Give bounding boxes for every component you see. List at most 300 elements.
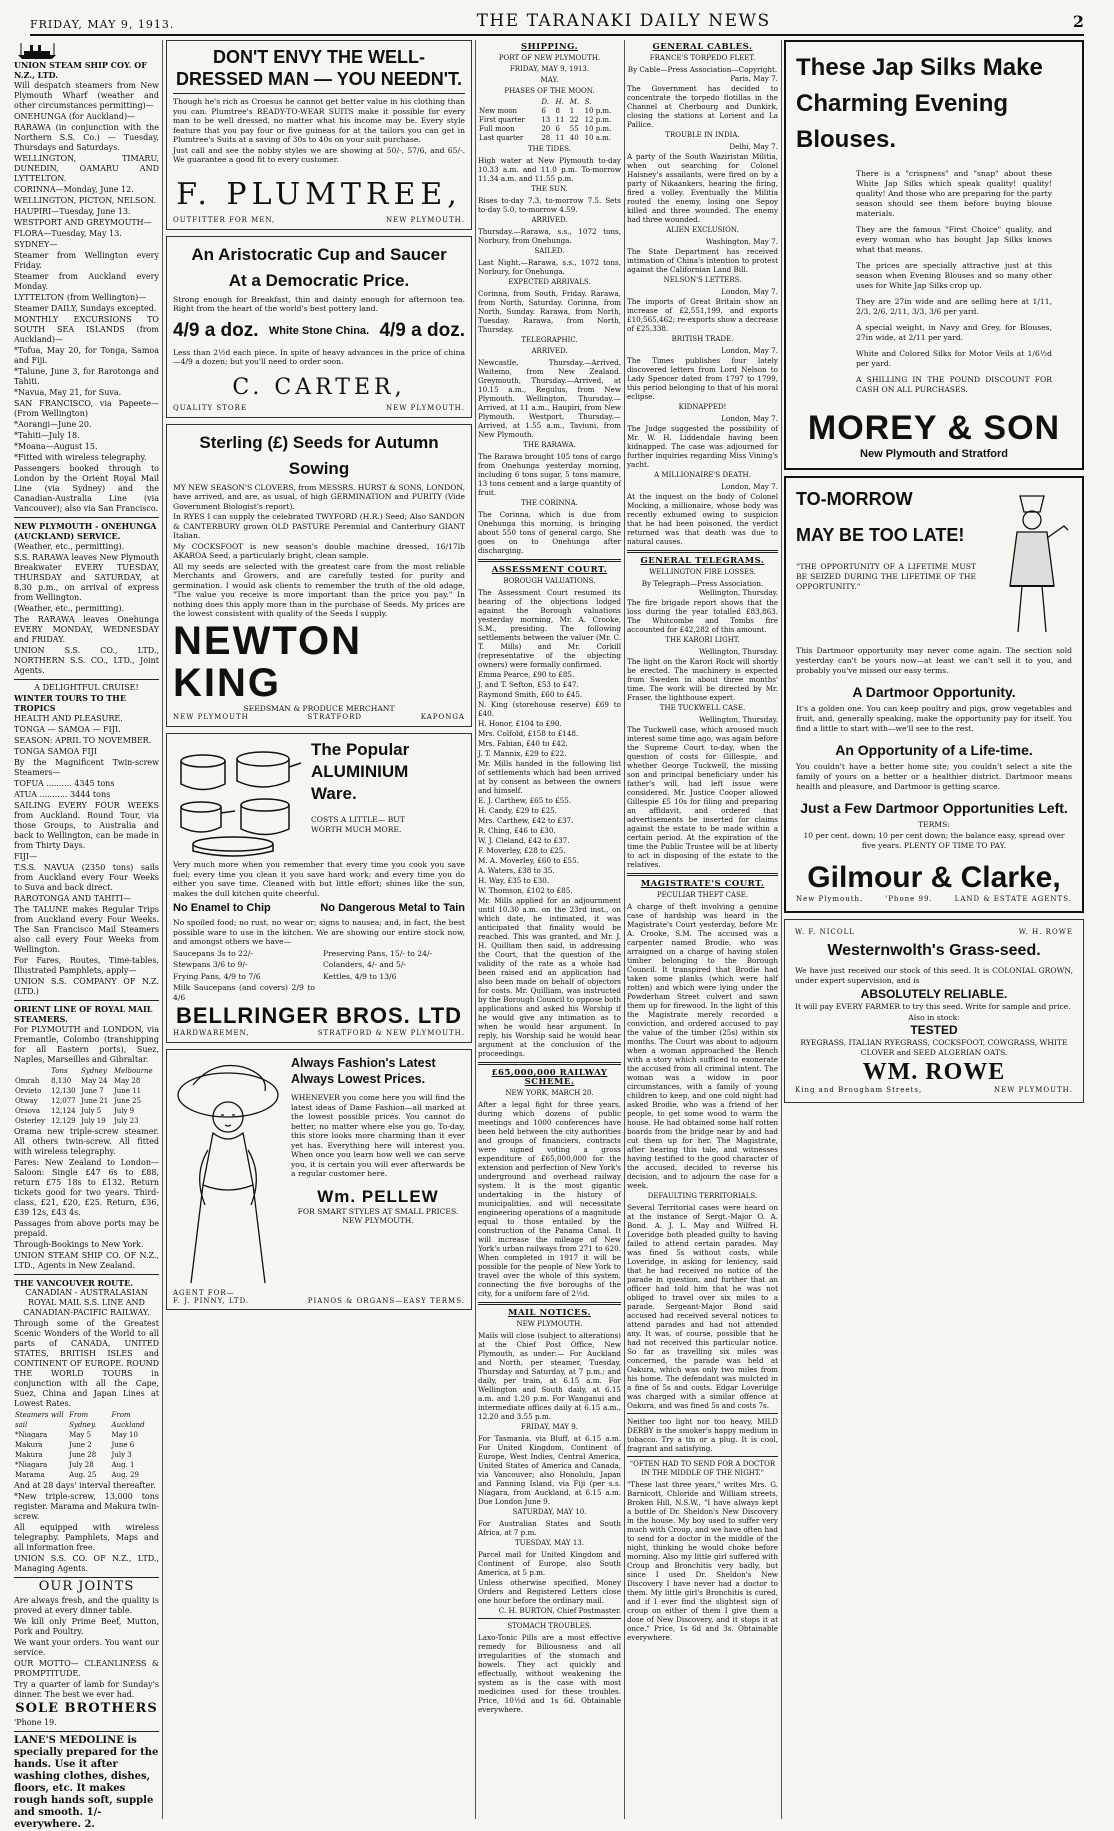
tomorrow-body: This Dartmoor opportunity may never come again. The section sold yesterday can't be yours now—at least we can't sell it to you, and probably you've missed our easy terms. (796, 646, 1072, 675)
stomach-body: Laxo-Tonic Pills are a most effective remedy for Biliousness and all irregularities of the stomach and bowels. They act quickly and effectually, without weakening the system as is the case with most medicines used for these troubles. Price, 10½d and 1s 6d. Obtainable everywhere. (478, 1633, 621, 1714)
column-rule (162, 40, 163, 1819)
joints-title: OUR JOINTS (38, 1579, 135, 1594)
schedule-line: Orama new triple-screw steamer. All others twin-screw. All fitted with wireless telegraphy. (14, 1127, 159, 1156)
column-rule (624, 40, 625, 1819)
vancouver-text: Through some of the Greatest Scenic Wonders of the World to all parts of CANADA, UNITED STATES, BRITISH ISLES and CONTINENT OF EUROPE. ROUND THE WORLD TOURS in conjunction with all the Cape, Suez, China and Japan Lines at Lowest Rates. (14, 1319, 159, 1408)
union-schedule (14, 81, 159, 514)
ad-line: We kill only Prime Beef, Mutton, Pork and Poultry. (14, 1617, 159, 1636)
railway-heading: £65,000,000 RAILWAY SCHEME. (491, 1068, 608, 1087)
rowe-top-left: W. F. NICOLL (795, 928, 855, 936)
mail-tuesday-body: Parcel mail for United Kingdom and Continent of Europe, also South America, at 5 p.m. (478, 1550, 621, 1577)
schedule-line: ATUA ........... 3444 tons (14, 790, 111, 799)
nelson-heading: NELSON'S LETTERS. (663, 276, 742, 284)
sun-heading: THE SUN. (531, 185, 568, 193)
schedule-line: RARAWA (in conjunction with the Northern S.S. Co.) — Tuesday, Thursdays and Saturdays. (14, 123, 159, 152)
jap-body-5: A special weight, in Navy and Grey, for Blouses, 27in wide, at 2/11 per yard. (856, 323, 1052, 342)
column-display-ads (166, 40, 472, 1819)
table-row: *Niagara May 5 May 10 (15, 1431, 138, 1439)
cruise-heading: WINTER TOURS TO THE TROPICS (14, 693, 126, 713)
kidnap-heading: KIDNAPPED! (678, 403, 727, 411)
opportunity-2: An Opportunity of a Life-time. (835, 742, 1033, 758)
mail-heading: MAIL NOTICES. (508, 1308, 591, 1318)
jap-body-6: White and Colored Silks for Motor Veils at 1/6½d per yard. (856, 349, 1052, 368)
tides-text: High water at New Plymouth to-day 10.33 a.m. and 11.0 p.m. To-morrow 11.34 a.m. and 11.55 p.m. (478, 156, 621, 183)
mail-sign: C. H. BURTON, Chief Postmaster. (498, 1606, 621, 1615)
schedule-line: TONGA SAMOA FIJI (14, 747, 98, 756)
france-heading: FRANCE'S TORPEDO FLEET. (649, 54, 756, 62)
nelson-body: The imports of Great Britain show an increase of £2,551,199, and exports £10,565,462; re-exports show a decrease of £25,338. (627, 297, 778, 333)
alum-head-2: ALUMINIUM (311, 762, 409, 781)
sole-brothers: SOLE BROTHERS (15, 1701, 158, 1716)
expected-heading: EXPECTED ARRIVALS. (508, 278, 591, 286)
seeds-body-1: MY NEW SEASON'S CLOVERS, from MESSRS. HURST & SONS, LONDON, have arrived, and are, as usual, of high GERMINATION and PURITY (Vide Government Biologist's report). (173, 482, 465, 511)
schedule-line: LYTTELTON (from Wellington)— (14, 293, 147, 302)
table-header: D. H. M. S. (541, 98, 592, 106)
pellew-head-1: Always Fashion's Latest (291, 1056, 436, 1070)
general-cables-heading: GENERAL CABLES. (652, 42, 753, 52)
corinna-text: The Corinna, which is due from Onehunga this morning, is bringing about 550 tons of general cargo. She goes on to Onehunga after discharging. (478, 510, 621, 555)
expected-text: Corinna, from South, Friday. Rarawa, from North, Saturday. Corinna, from North, Sunday. Rarawa, from North, Tuesday. Rarawa, from North, Thursday. (478, 289, 621, 334)
schedule-line: SAILING EVERY FOUR WEEKS from Auckland. Round Tour, via those Groups, to Australia and back to Wellington, can be made in from Thirty Days. (14, 801, 159, 850)
pellew-head-2: Always Lowest Prices. (291, 1072, 426, 1086)
bellringer-trade: HARDWAREMEN, (173, 1029, 250, 1037)
cup-body-2: Less than 2½d each piece. In spite of heavy advances in the price of china—4/9 a dozen; but you'll need to order soon. (173, 347, 465, 366)
steamship-icon (16, 42, 60, 60)
schedule-line: Through-Bookings to New York. (14, 1240, 144, 1249)
schedule-line: *New triple-screw, 13,000 tons register. Marama and Makura twin-screw. (14, 1492, 159, 1521)
vancouver-subtitle: CANADIAN - AUSTRALASIAN ROYAL MAIL S.S. LINE AND CANADIAN-PACIFIC RAILWAY. (23, 1288, 150, 1317)
stomach-heading: STOMACH TROUBLES. (507, 1622, 592, 1630)
india-dateline: Delhi, May 7. (729, 142, 778, 151)
seeds-body-3: My COCKSFOOT is new season's double machine dressed, 16/17lb AKAROA Seed, a particularly bright, clean sample. (173, 541, 465, 560)
schedule-line: MONTHLY EXCURSIONS TO SOUTH SEA ISLANDS (from Auckland)— (14, 315, 159, 344)
table-row: *Niagara July 28 Aug. 1 (15, 1461, 135, 1469)
mail-place: NEW PLYMOUTH. (516, 1320, 583, 1328)
schedule-line: *Navua, May 21, for Suva. (14, 388, 122, 397)
schedule-line: Passengers booked through to London by the Orient Royal Mail Line (via Sydney) and the Canadian-Australia Line (via Vancouver); also via San Francisco. (14, 464, 159, 513)
schedule-line: T.S.S. NAVUA (2350 tons) sails from Auckland every Four Weeks to Suva and back direct. (14, 863, 159, 892)
column-cables (627, 40, 778, 1819)
grass-reliable: ABSOLUTELY RELIABLE. (860, 987, 1008, 1001)
tomorrow-head-1: TO-MORROW (796, 489, 913, 509)
schedule-line: Steamer DAILY, Sundays excepted. (14, 304, 157, 313)
schedule-line: And at 28 days' interval thereafter. (14, 1481, 156, 1490)
schedule-line: (Weather, etc., permitting). (14, 604, 125, 613)
opportunity-3: Just a Few Dartmoor Opportunities Left. (800, 800, 1068, 816)
table-row: First quarter 13 11 22 12 p.m. (479, 116, 612, 124)
telegrams-heading: GENERAL TELEGRAMS. (640, 556, 765, 566)
list-item: W. Thomson, £102 to £85. (478, 886, 573, 895)
price-item: Kettles, 4/9 to 13/6 (323, 971, 397, 981)
newton-king-ad (166, 424, 472, 728)
column-shipping-news (478, 40, 621, 1819)
schedule-line: *Tofua, May 20, for Tonga, Samoa and Fiji. (14, 346, 159, 365)
column-right-ads (784, 40, 1084, 1819)
table-header: Steamers will sail From Sydney. From Auckland (15, 1411, 145, 1429)
morey-ad (784, 40, 1084, 470)
sole-phone: 'Phone 19. (14, 1718, 57, 1727)
mail-saturday-body: For Australian States and South Africa, at 7 p.m. (478, 1519, 621, 1537)
ad-line: Try a quarter of lamb for Sunday's dinner. The best we ever had. (14, 1680, 159, 1699)
table-row: Otway 12,077 June 21 June 25 (15, 1097, 142, 1105)
table-row: Full moon 20 6 55 10 p.m. (479, 125, 612, 133)
pellew-name: Wm. PELLEW (317, 1186, 439, 1206)
orient-intro: For PLYMOUTH and LONDON, via Fremantle, Colombo (transhipping for all Eastern ports), Suez, Naples, Marseilles and Gibraltar. (14, 1025, 159, 1064)
jap-head-2: Charming Evening (796, 90, 1009, 117)
schedule-line: RAROTONGA AND TAHITI— (14, 894, 132, 903)
tuckwell-dateline: Wellington, Thursday. (698, 715, 778, 724)
seeds-body-4: All my seeds are selected with the greatest care from the most reliable Merchants and Growers, and are carefully tested for purity and germination. I would ask clients to remember the truth of the old adage, "The value you receive is more important than the price you pay." In nothing does this apply more than in the purchase of Seeds. My prices are the lowest consistent with quality of the Seeds I supply. (173, 561, 465, 618)
pellew-body: WHENEVER you come here you will find the latest ideas of Dame Fashion—all marked at the lowest possible prices. You cannot do better, no matter where else you go. To-day, this store looks more charming than it ever yet has. Everything here will interest you. When once you learn how well we can serve you, it is certain you will ever afterwards be a regular customer here. (291, 1093, 465, 1178)
alum-body-2: No spoiled food; no rust, no wear or; signs to nausea; and, in fact, the best possible ware to use in the kitchen. We are showing our entire stock now, and amongst others we have— (173, 918, 465, 946)
doctor-body: "These last three years," writes Mrs. G. Barnicott, Chloride and William streets, Broken Hill, N.S.W., "I have always kept a bottle of Dr. Sheldon's New Discovery in the house. My boy used to suffer very much with Croup, and we have often had to send for a doctor in the middle of the night, thinking he would choke before morning. Also my little girl suffered with Croup and Bronchitis very badly, but since I used Dr. Sheldon's New Discovery I have never had a doctor to them. My little girl's Bronchitis is cured, and if I ever find the slightest sign of croup on either of them I give them a dose of New Discovery, and it stops it at once." Price, 1s 6d and 3s. Obtainable everywhere. (627, 1480, 778, 1642)
fire-heading: WELLINGTON FIRE LOSSES. (649, 568, 756, 576)
plumtree-place: NEW PLYMOUTH. (386, 215, 465, 224)
column-shipping-ads (14, 40, 159, 1830)
arrived-text: Thursday.—Rarawa, s.s., 1072 tons, Norbury, from Onehunga. (478, 227, 621, 245)
vancouver-title: THE VANCOUVER ROUTE. (14, 1278, 133, 1288)
ad-line: OUR MOTTO— CLEANLINESS & PROMPTITUDE. (14, 1659, 159, 1678)
shipping-date: FRIDAY, MAY 9, 1913. (509, 65, 590, 73)
gilmour-place: New Plymouth. (796, 895, 864, 903)
seeds-headline-1: Sterling (£) Seeds for Autumn (199, 432, 439, 452)
orient-sailings-table (14, 1066, 159, 1126)
cruise-schedule (14, 714, 159, 997)
theft-body: A charge of theft involving a genuine case of hardship was heard in the Magistrate's Court yesterday, before Mr. A. Crooke, S.M. The accused was a carpenter named Brodie, who was arraigned on a charge of having stolen timber belonging to the Borough Council. It transpired that Brodie had taken some planks (which were half rotten) and which were lying under the Powderham Street culvert and sawn them up for firewood. In the light of this the Magistrate merely recorded a conviction, and ordered accused to pay the value of the timber (25s) within six months. The Court was about to adjourn when a woman approached the Bench with a story which sufficed to exonerate the accused from all criminal intent. The woman was a widow in poor circumstances, with a family of young children to keep, and one cold night had asked Brodie, who was a friend of her people, to get some wood to warm the house. He had obtained some half rotten boards from the bridge near by and had cut them up for her. The Magistrate, after hearing this tale, and witnesses having testified to the good character of the accused, decided to reverse his decision, and to adjourn the case for a week. (627, 902, 778, 1190)
schedule-line: *Fitted with wireless telegraphy. (14, 453, 147, 462)
arrived-heading: ARRIVED. (531, 216, 568, 224)
assessment-heading: ASSESSMENT COURT. (491, 565, 608, 575)
jap-body-2: They are the famous "First Choice" quality, and every woman who has bought Jap Silks knows what that means. (856, 225, 1052, 254)
list-item: A. Waters, £38 to 35. (478, 866, 555, 875)
tuckwell-body: The Tuckwell case, which aroused much interest some time ago, was again before the Supreme Court to-day, when the question of costs for Gillespie, and whether George Tuckwell, the missing son and principal beneficiary under his father's will, had left issue were considered. Mr. Justice Cooper allowed Gillespie £5 10s for filing and preparing an affidavit, and ordered that advertisements be inserted for claims against the estate to be made within a certain period. At the expiration of the time the Public Trustee will be at liberty to act in disposing of the estate to the relatives. (627, 725, 778, 869)
list-item: N. King (storehouse reserve) £69 to £40. (478, 700, 621, 718)
assessment-body-2: Mr. Mills handed in the following list of settlements which had been arrived at by consent as between the owners and himself. (478, 759, 621, 795)
alum-head-3: Ware. (311, 784, 357, 803)
list-item: H. Way, £35 to £30. (478, 876, 550, 885)
issue-date: FRIDAY, MAY 9, 1913. (30, 18, 175, 31)
telegraphic-text: Newcastle, Thursday.—Arrived, Waitemo, from New Zealand. Greymouth, Thursday.—Arrived, at 10.15 a.m., Regulus, from New Plymouth. Wellington, Thursday.—Arrived, at 11 a.m., Haupiri, from New Plymouth. Westport, Thursday.—Arrived, at 1.55 a.m., Taviuni, from New Plymouth. (478, 358, 621, 439)
railway-body: After a legal fight for three years, during which dozens of public meetings and 1000 conferences have been held between the city authorities and groups of financiers, contracts were signed voting a gross expenditure of £65,000,000 for the extension and perfection of New York's underground and overhead railway system. It is the most gigantic undertaking in the history of municipalities, and will necessitate engineering operations of a magnitude equal to those entailed by the construction of the Panama Canal. It will increase the mileage of New York's urban railways from 271 to 620. When completed in 1917 it will be possible for the people of New York to travel over the whole of this system, connecting the five boroughs of the city, for a uniform fare of 2½d. (478, 1100, 621, 1298)
grass-list: RYEGRASS, ITALIAN RYEGRASS, COCKSFOOT, COWGRASS, WHITE CLOVER and SEED ALGERIAN OATS. (800, 1038, 1068, 1057)
schedule-line: Passages from above ports may be prepaid. (14, 1219, 159, 1238)
alum-no-metal: No Dangerous Metal to Tain (320, 902, 465, 914)
schedule-line: S.S. RARAWA leaves New Plymouth Breakwater EVERY TUESDAY, THURSDAY and SATURDAY, at 8.30 p.m., on arrival of express from Wellington. (14, 553, 159, 602)
pellew-place: NEW PLYMOUTH. (342, 1216, 414, 1225)
schedule-line: ONEHUNGA (for Auckland)— (14, 112, 136, 121)
nelson-dateline: London, May 7. (721, 287, 778, 296)
page-number: 2 (1072, 12, 1084, 31)
cup-price-left: 4/9 a doz. (173, 319, 259, 341)
jap-head-3: Blouses. (796, 126, 897, 153)
sailed-heading: SAILED. (534, 247, 565, 255)
carter-store: QUALITY STORE (173, 403, 247, 412)
alum-body: Very much more when you remember that every time you cook you save fuel; every time you clean it you save hard work; and every time you do either you save time. Cleaned with but little effort; shines like the sun, makes the dull kitchen quite cheerful. (173, 860, 465, 898)
table-row: Marama Aug. 25 Aug. 29 (15, 1471, 139, 1479)
price-item: Stewpans 3/6 to 9/- (173, 960, 248, 969)
schedule-line: Will despatch steamers from New Plymouth Wharf (weather and other circumstances permitting)— (14, 81, 159, 110)
trade-body: The Times publishes four lately discovered letters from Lord Nelson to Lady Spencer dated from 1797 to 1799, this period belonging to that of his moral eclipse. (627, 356, 778, 401)
jap-body-4: They are 27in wide and are selling here at 1/11, 2/3, 2/6, 2/11, 3/3, 3/6 per yard. (856, 297, 1052, 316)
gilmour-trade: LAND & ESTATE AGENTS. (954, 895, 1072, 903)
schedule-line: WELLINGTON, TIMARU, DUNEDIN, OAMARU AND LYTTELTON. (14, 154, 159, 183)
gilmour-ad (784, 476, 1084, 913)
corinna-heading: THE CORINNA. (521, 499, 578, 507)
mail-friday-body: For Tasmania, via Bluff, at 6.15 a.m. For United Kingdom, Continent of Europe, West Indies, Central America, United States of America and Canada, via Vancouver; also Honolulu, Japan and Fanning Island, via Fiji (per s.s. Niagara, from Auckland, at 6.15 a.m. Due London June 9. (478, 1434, 621, 1506)
alum-sub: COSTS A LITTLE— BUT WORTH MUCH MORE. (311, 815, 405, 834)
table-row: Osterley 12,129 July 19 July 23 (15, 1117, 139, 1125)
fire-dateline: Wellington, Thursday. (698, 588, 778, 597)
tides-heading: THE TIDES. (527, 145, 572, 153)
theft-heading: PECULIAR THEFT CASE. (656, 891, 749, 899)
schedule-line: UNION STEAM SHIP CO. OF N.Z., LTD., Agents in New Zealand. (14, 1251, 159, 1270)
france-dateline: Paris, May 7. (730, 74, 778, 83)
carter-ad (166, 236, 472, 418)
schedule-line: SYDNEY— (14, 240, 58, 249)
plumtree-trade: OUTFITTER FOR MEN, (173, 215, 276, 224)
table-header: Tons Sydney Melbourne (51, 1067, 153, 1075)
schedule-line: WESTPORT AND GREYMOUTH— (14, 218, 152, 227)
morey-sub: New Plymouth and Stratford (860, 448, 1008, 460)
list-item: W. J. Cleland, £42 to £37. (478, 836, 570, 845)
table-row: Makura June 28 July 3 (15, 1451, 132, 1459)
alum-price-list (173, 948, 465, 1004)
telegraphic-arrived: ARRIVED. (531, 347, 568, 355)
millionaire-body: At the inquest on the body of Colonel Mocking, a millionaire, whose body was recently exhumed owing to suspicion that he had been poisoned, the verdict returned was that death was due to natural causes. (627, 492, 778, 546)
opportunity-1: A Dartmoor Opportunity. (852, 684, 1016, 700)
phases-heading: PHASES OF THE MOON. (504, 87, 595, 95)
union-title: UNION STEAM SHIP COY. OF N.Z., LTD. (14, 60, 147, 80)
rowe-name: WM. ROWE (862, 1059, 1006, 1085)
list-item: R. Ching, £46 to £30. (478, 826, 556, 835)
schedule-line: All equipped with wireless telegraphy. Pamphlets, Maps and all information free. (14, 1523, 159, 1552)
cookware-illustration (173, 739, 303, 859)
grass-also: Also in stock: (908, 1013, 960, 1022)
onehunga-title: NEW PLYMOUTH - ONEHUNGA (AUCKLAND) SERVICE. (14, 521, 157, 541)
mail-friday: FRIDAY, MAY 9. (521, 1423, 578, 1431)
seeds-headline-2: Sowing (288, 458, 350, 478)
cup-headline-2: At a Democratic Price. (228, 270, 410, 290)
list-item: Emma Pearce, £90 to £85. (478, 670, 575, 679)
assessment-body: The Assessment Court resumed its hearing of the objections lodged against the Borough valuations yesterday morning, Mr. A. Crooke, S.M., presiding. The following settlements between the valuer (Mr. C. T. Mills) and Mr. Corkill (representative of the objecting owners) were formally confirmed. (478, 588, 621, 669)
schedule-line: For Fares, Routes, Time-tables, Illustrated Pamphlets, apply— (14, 956, 159, 975)
schedule-line: *Tahiti—July 18. (14, 431, 80, 440)
jap-body-3: The prices are specially attractive just at this season when Evening Blouses and so many other uses for White Jap Silks crop up. (856, 261, 1052, 290)
schedule-line: SEASON: APRIL TO NOVEMBER. (14, 736, 152, 745)
schedule-line: FLORA—Tuesday, May 13. (14, 229, 122, 238)
ad-line: We want your orders. You want our service. (14, 1638, 159, 1657)
karori-dateline: Wellington, Thursday. (698, 647, 778, 656)
alien-heading: ALIEN EXCLUSION. (666, 226, 739, 234)
pellew-sub: FOR SMART STYLES AT SMALL PRICES. (297, 1206, 459, 1216)
month-heading: MAY. (540, 76, 559, 84)
trade-heading: BRITISH TRADE. (671, 335, 734, 343)
joints-text (14, 1596, 159, 1700)
price-item: Frying Pans, 4/9 to 7/6 (173, 971, 261, 981)
schedule-line: *Aorangi—June 20. (14, 420, 92, 429)
newton-sub: SEEDSMAN & PRODUCE MERCHANT (243, 703, 395, 713)
orient-title: ORIENT LINE OF ROYAL MAIL STEAMERS. (14, 1004, 153, 1024)
jap-body-1: There is a "crispness" and "snap" about these White Jap Silks which speak quality! quality! quality! And those who are preparing for the party season should see them before buying blouse materials. (856, 169, 1052, 218)
schedule-line: Steamer from Wellington every Friday. (14, 251, 159, 270)
magistrate-heading: MAGISTRATE'S COURT. (640, 879, 765, 889)
fashion-lady-illustration (173, 1055, 283, 1285)
table-row: Omrah 8,130 May 24 May 28 (15, 1077, 141, 1085)
plumtree-body: Though he's rich as Croesus he cannot get better value in his clothing than you can. Plumtree's READY-TO-WEAR SUITS make it possible for every man to be well dressed, no matter what his income may be. Every style feature that you pay four or five guineas for at the tailors you can get in Plumtree's Suits at a saving of 30s to 40s on your suit purchase. (173, 97, 465, 144)
schedule-line: The RARAWA leaves Onehunga EVERY MONDAY, WEDNESDAY and FRIDAY. (14, 615, 159, 644)
schedule-line: HAUPIRI—Tuesday, June 13. (14, 207, 131, 216)
schedule-line: *Talune, June 3, for Rarotonga and Tahiti. (14, 367, 159, 386)
port-heading: PORT OF NEW PLYMOUTH. (498, 54, 601, 62)
assessment-list (478, 670, 621, 758)
plumtree-headline: DON'T ENVY THE WELL-DRESSED MAN — YOU NEEDN'T. (176, 47, 462, 89)
town-crier-illustration (992, 486, 1072, 636)
vancouver-notes (14, 1481, 159, 1574)
schedule-line: TONGA — SAMOA — FIJI. (14, 725, 121, 734)
tuckwell-heading: THE TUCKWELL CASE. (659, 704, 746, 712)
grass-body-2: It will pay EVERY FARMER to try this seed. Write for sample and price. (795, 1002, 1071, 1011)
schedule-line: Fares: New Zealand to London—Saloon: Single £47 6s to £88, return £75 18s to £132. Return tickets good for two years. Third-class, £21, £20, £25. Return, £36, £39 12s, £43 4s. (14, 1158, 159, 1217)
defaulting-body: Several Territorial cases were heard on at the instance of Sergt.-Major O. A. Bond. A. J. L. May and Wilfred H. Loveridge both pleaded guilty to having failed to attend certain parades. May was fined 5s without costs, while Loveridge, in asking for leniency, said that he had received no notice of the parade in question, and further that an officer had told him that he was not obliged to travel over six miles to a parade. Sergeant-Major Bond said accused had received several notices to attend parades and had not attended any. It was, of course, possible that he had not received this particular notice. So far as travelling six miles was concerned, the parade was held at Oakura, which was only two miles from his home. The defendant was mulcted in a fine of 5s and costs. Edgar Loveridge was charged with a similar offence at Oakura, and was fined 5s and costs 7s. (627, 1203, 778, 1410)
ad-line: Are always fresh, and the quality is proved at every dinner table. (14, 1596, 159, 1615)
carter-place: NEW PLYMOUTH. (386, 403, 465, 412)
list-item: Mrs. Colfold, £158 to £148. (478, 729, 579, 738)
shipping-heading: SHIPPING. (520, 42, 579, 52)
kidnap-body: The Judge suggested the possibility of Mr. W. H. Liddendale having been kidnapped. The case was adjourned for further inquiries regarding Miss Vining's yacht. (627, 424, 778, 469)
schedule-line: FIJI— (14, 852, 38, 861)
column-rule (781, 40, 782, 1819)
fire-byline: By Telegraph—Press Association. (641, 579, 764, 588)
mail-body: Mails will close (subject to alterations) at the Chief Post Office, New Plymouth, as under:— For Auckland and North, per steamer, Tuesday, Thursday and Saturday, at 7 p.m.; and daily, per train, at 6.15 a.m. For Wellington and South daily, at 6.15 a.m. and 1.20 p.m. For Wanganui and intermediate offices daily at 6.15 a.m., 12.20 and 3.55 p.m. (478, 1331, 621, 1421)
schedule-line: WELLINGTON, PICTON, NELSON. (14, 196, 157, 205)
plumtree-body-2: Just call and see the nobby styles we are showing at 50/-, 57/6, and 65/-. We guarantee a good fit to every customer. (173, 145, 465, 164)
plumtree-ad (166, 40, 472, 230)
jap-body-7: A SHILLING IN THE POUND DISCOUNT FOR CASH ON ALL PURCHASES. (856, 375, 1052, 394)
schedule-line: The TALUNE makes Regular Trips from Auckland every Four Weeks. The San Francisco Mail Steamers also call every Four Weeks from Wellington. (14, 905, 159, 954)
schedule-line: UNION S.S. CO., LTD., NORTHERN S.S. CO., LTD., Joint Agents. (14, 646, 159, 675)
tomorrow-quote: "THE OPPORTUNITY OF A LIFETIME MUST BE SEIZED DURING THE LIFETIME OF THE OPPORTUNITY." (796, 562, 976, 591)
rarawa-text: The Rarawa brought 105 tons of cargo from Onehunga yesterday morning, including 6 tons sugar, 5 tons manure, 13 tons cement and a large quantity of fruit. (478, 452, 621, 497)
list-item: E. J. Carthew, £65 to £55. (478, 796, 572, 805)
assessment-body-3: Mr. Mills applied for an adjournment until 10.30 a.m. on the 23rd inst., on which date, he intimated, it was anticipated that finality would be reached. This was granted, and Mr. J. H. Quilliam then said, in addressing the Court, that the question of the validity of the rate as a whole had been raised and an application had also been made on behalf of objectors for costs. Mr. Quilliam, was instructed by the Borough Council to oppose both applications and asked his Worship if he would give any intimation as to when he would hear argument. In reply, his Worship said he would hear argument at the conclusion of the proceedings. (478, 896, 621, 1058)
mail-tuesday: TUESDAY, MAY 13. (515, 1539, 584, 1547)
cup-body: Strong enough for Breakfast, thin and dainty enough for afternoon tea. Right from the heart of the world's best pottery land. (173, 294, 465, 313)
france-body: The Government has decided to concentrate the torpedo flotillas in the Channel at Cherbourg and Dunkirk, closing the stations at Lorient and La Pallice. (627, 84, 778, 129)
table-row: Last quarter 28 11 40 10 a.m. (479, 134, 611, 142)
alum-head-1: The Popular (311, 740, 410, 759)
rowe-place: NEW PLYMOUTH. (994, 1086, 1073, 1094)
railway-dateline: NEW YORK, MARCH 20. (505, 1089, 594, 1097)
tomorrow-head-2: MAY BE TOO LATE! (796, 525, 965, 545)
bellringer-place: STRATFORD & NEW PLYMOUTH. (317, 1029, 465, 1037)
list-item: H. Honor, £104 to £90. (478, 719, 562, 728)
cup-price-right: 4/9 a doz. (379, 319, 465, 341)
newton-king-name: NEWTON KING (173, 618, 363, 705)
newton-place-3: KAPONGA (420, 713, 465, 721)
pellew-ad (166, 1049, 472, 1310)
opportunity-1-body: It's a golden one. You can keep poultry and pigs, grow vegetables and fruit, and, generally speaking, make the opportunity pay for itself. You find a little to start with—we'll see to the rest. (796, 704, 1072, 733)
india-heading: TROUBLE IN INDIA. (665, 131, 740, 139)
onehunga-schedule (14, 542, 159, 676)
schedule-line: CORINNA—Monday, June 12. (14, 185, 134, 194)
bellringer-ad (166, 733, 472, 1043)
mail-saturday: SATURDAY, MAY 10. (512, 1508, 587, 1516)
list-item: J. T. Mannix, £29 to £22. (478, 749, 567, 758)
india-body: A party of the South Waziristan Militia, when out searching for Colonel Haisney's assailants, were fired on by a party of Nikaankers, hearing the firing, fired a volley. Eventually the Militia routed the enemy, losing one Sepoy killed and three wounded. The enemy had three wounded. (627, 152, 778, 224)
vancouver-sailings-table (14, 1410, 159, 1480)
list-item: M. A. Moverley, £60 to £55. (478, 856, 579, 865)
list-item: J. and T. Sefton, £53 to £47. (478, 680, 579, 689)
price-item: Preserving Pans, 15/- to 24/- (323, 948, 433, 958)
pinny-agent: AGENT FOR— (173, 1289, 235, 1297)
kidnap-dateline: London, May 7. (721, 414, 778, 423)
table-row: Orsova 12,124 July 5 July 9 (15, 1107, 135, 1115)
price-item: Colanders, 4/- and 5/- (323, 960, 406, 969)
schedule-line: UNION S.S. CO. OF N.Z., LTD., Managing Agents. (14, 1554, 159, 1573)
cup-china: White Stone China. (268, 324, 370, 337)
newspaper-title: THE TARANAKI DAILY NEWS (476, 11, 771, 31)
millionaire-heading: A MILLIONAIRE'S DEATH. (654, 471, 751, 479)
schedule-line: *Moana—August 15. (14, 442, 98, 451)
list-item: H. Candy, £29 to £25. (478, 806, 558, 815)
moon-phases-table (478, 98, 621, 143)
borough-heading: BOROUGH VALUATIONS. (503, 577, 596, 585)
doctor-heading: "OFTEN HAD TO SEND FOR A DOCTOR IN THE MIDDLE OF THE NIGHT." (629, 1460, 776, 1477)
rarawa-heading: THE RARAWA. (523, 441, 576, 449)
rowe-ad (784, 919, 1084, 1103)
schedule-line: Steamer from Auckland every Monday. (14, 272, 159, 291)
bellringer-name: BELLRINGER BROS. LTD (175, 1003, 463, 1028)
price-item: Saucepans 3s to 22/- (173, 948, 253, 958)
pinny-name: F. J. PINNY, LTD. (173, 1297, 250, 1305)
schedule-line: HEALTH AND PLEASURE. (14, 714, 123, 723)
millionaire-dateline: London, May 7. (721, 482, 778, 491)
price-item: Milk Saucepans (and covers) 2/9 to 4/6 (173, 983, 315, 1002)
trade-dateline: London, May 7. (721, 346, 778, 355)
terms-text: 10 per cent. down; 10 per cent down; the balance easy, spread over five years. PLENTY OF TIME TO PAY. (803, 831, 1065, 850)
jap-head-1: These Jap Silks Make (796, 54, 1043, 81)
karori-body: The light on the Karori Rock will shortly be erected. The machinery is expected from Sweden in about three months' time. The work will be directed by Mr. Fraser, the lighthouse expert. (627, 657, 778, 702)
sailed-text: Last Night.—Rarawa, s.s., 1072 tons, Norbury, for Onehunga. (478, 258, 621, 276)
sun-text: Rises to-day 7.3, to-morrow 7.5. Sets to-day 5.0, to-morrow 4.59. (478, 196, 621, 214)
table-row: New moon 6 8 1 10 p.m. (479, 107, 612, 115)
schedule-line: TOFUA .......... 4345 tons (14, 779, 115, 788)
seeds-body-2: In RYES I can supply the celebrated TWYFORD (H.R.) Seed; Also SANDON & CANTERBURY grown OLD PASTURE Perennial and Canterbury GIANT Italian. (173, 512, 465, 540)
table-row: Orvieto 12,130 June 7 June 11 (15, 1087, 142, 1095)
schedule-line: SAN FRANCISCO, via Papeete— (From Wellington) (14, 399, 159, 418)
grass-body: We have just received our stock of this seed. It is COLONIAL GROWN, under expert supervision, and is (795, 966, 1073, 985)
cup-headline-1: An Aristocratic Cup and Saucer (191, 244, 447, 264)
pinny-terms: PIANOS & ORGANS—EASY TERMS. (307, 1297, 465, 1305)
rowe-address: King and Brougham Streets, (795, 1086, 923, 1094)
opportunity-2-body: You couldn't have a better home site; you couldn't select a site the family of yours on a better or a healthier district. Dartmoor means health and pleasure, and Dartmoor is getting scarce. (796, 762, 1072, 791)
column-rule (475, 40, 476, 1819)
schedule-line: UNION S.S. COMPANY OF N.Z. (LTD.) (14, 977, 159, 996)
telegraphic-heading: TELEGRAPHIC. (521, 336, 578, 344)
defaulting-heading: DEFAULTING TERRITORIALS. (647, 1192, 758, 1200)
lanes-medoline-ad: LANE'S MEDOLINE is specially prepared for the hands. Use it after washing clothes, dishes, floors, etc. It makes rough hands soft, supple and smooth. 1/- everywhere. 2. (14, 1735, 159, 1830)
carter-name: C. CARTER, (232, 374, 406, 400)
france-byline: By Cable—Press Association—Copyright. (627, 65, 778, 74)
assessment-list-2 (478, 796, 621, 895)
rowe-top-right: W. H. ROWE (1018, 928, 1073, 936)
karori-heading: THE KARORI LIGHT. (665, 636, 740, 644)
list-item: Mrs. Carthew, £42 to £37. (478, 816, 574, 825)
plumtree-name: F. PLUMTREE, (176, 176, 462, 212)
masthead (30, 10, 1084, 36)
gilmour-phone: 'Phone 99. (885, 895, 933, 903)
schedule-line: By the Magnificent Twin-screw Steamers— (14, 758, 159, 777)
